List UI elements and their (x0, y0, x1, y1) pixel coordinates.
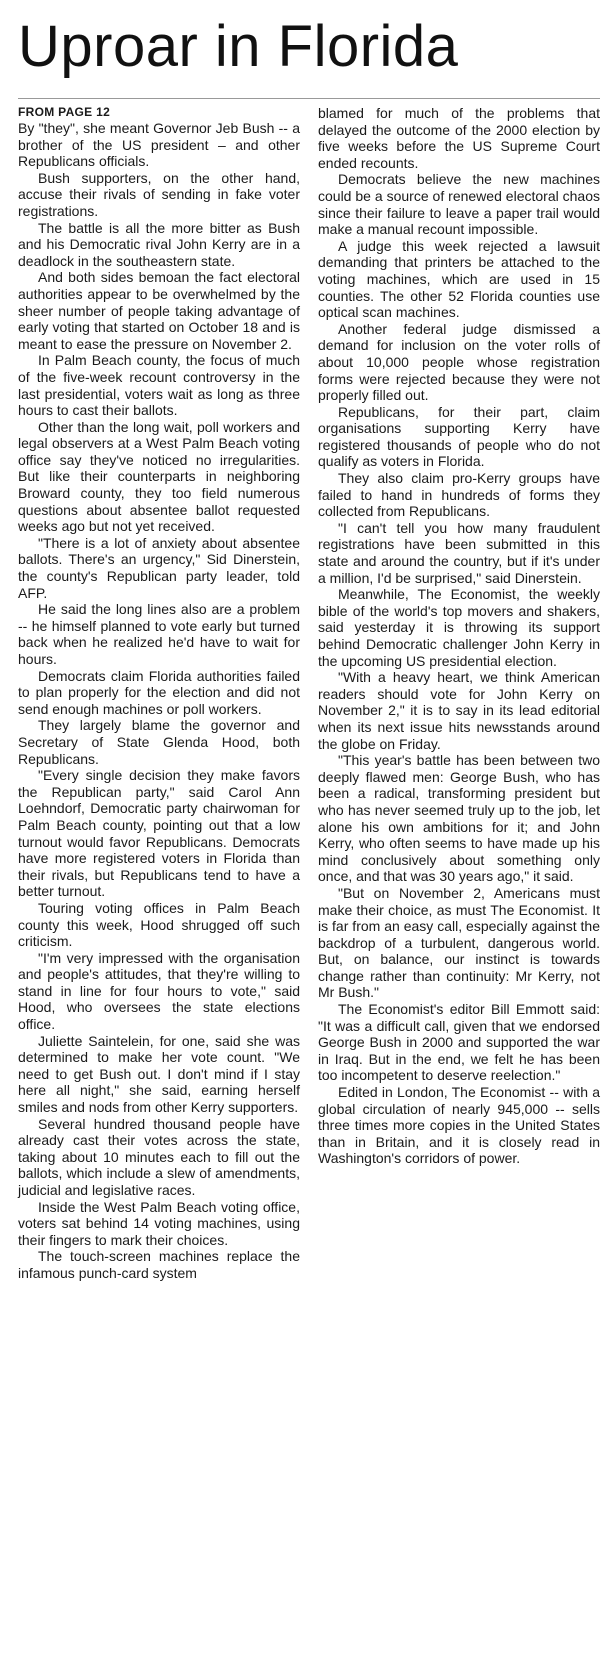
paragraph: And both sides bemoan the fact electoral authorities appear to be overwhelmed by the sheer number of people taking advantage of early voting that started on October 18 and is meant to ease the pressure on November 2. (18, 269, 300, 352)
paragraph: Another federal judge dismissed a demand for inclusion on the voter rolls of about 10,000 people whose registration forms were rejected because they were not properly filled out. (318, 320, 600, 404)
kicker: FROM PAGE 12 (18, 105, 111, 119)
paragraph: "There is a lot of anxiety about absentee ballots. There's an urgency," Sid Dinerstein, the county's Republican party leader, told AFP. (18, 534, 300, 601)
paragraph: In Palm Beach county, the focus of much of the five-week recount controversy in the last presidential, voters wait as long as three hours to cast their ballots. (18, 352, 300, 419)
paragraph: blamed for much of the problems that delayed the outcome of the 2000 election by five weeks before the US Supreme Court ended recounts. (318, 105, 600, 171)
paragraph: Other than the long wait, poll workers and legal observers at a West Palm Beach voting office say they've noticed no irregularities. But like their counterparts in neighboring Broward county, they too field numerous questions about absentee ballot requested weeks ago but not yet received. (18, 418, 300, 535)
paragraph: By "they", she meant Governor Jeb Bush -- a brother of the US president – and other Republicans officials. (18, 120, 300, 170)
paragraph: "I'm very impressed with the organisation and people's attitudes, that they're willing to stand in line for four hours to vote," said Hood, who oversees the state elections office. (18, 949, 300, 1033)
paragraph: "With a heavy heart, we think American readers should vote for John Kerry on November 2," it is to say in its lead editorial when its next issue hits newsstands around the globe on Friday. (318, 669, 600, 752)
paragraph: Democrats claim Florida authorities failed to plan properly for the election and did not send enough machines or poll workers. (18, 667, 300, 717)
paragraph: Republicans, for their part, claim organisations supporting Kerry have registered thousands of people who do not qualify as voters in Florida. (318, 403, 600, 470)
paragraph: "Every single decision they make favors the Republican party," said Carol Ann Loehndorf, Democratic party chairwoman for Palm Beach county, pointing out that a low turnout would favor Republicans. Democrats have more registered voters in Florida than their rivals, but Republicans tend to have a better turnout. (18, 767, 300, 900)
paragraph: He said the long lines also are a problem -- he himself planned to vote early but turned back when he realized he'd have to wait for hours. (18, 601, 300, 667)
paragraph: "But on November 2, Americans must make their choice, as must The Economist. It is far from an easy call, especially against the backdrop of a turbulent, dangerous world. But, on balance, our instinct is towards change rather than continuity: Mr Kerry, not Mr Bush." (318, 884, 600, 1001)
left-column (18, 105, 300, 1282)
paragraph: The battle is all the more bitter as Bush and his Democratic rival John Kerry are in a deadlock in the southeastern state. (18, 219, 300, 269)
paragraph: "This year's battle has been between two deeply flawed men: George Bush, who has been a radical, transforming president but who has never seemed truly up to the job, let alone his own ambitions for it; and John Kerry, who often seems to have made up his mind conclusively about something only once, and that was 30 years ago," it said. (318, 752, 600, 885)
paragraph: Edited in London, The Economist -- with a global circulation of nearly 945,000 -- sells three times more copies in the United States than in Britain, and it is closely read in Washington's corridors of power. (318, 1084, 600, 1167)
paragraph: Democrats believe the new machines could be a source of renewed electoral chaos since their failure to leave a paper trail would make a manual recount impossible. (318, 171, 600, 238)
paragraph: Bush supporters, on the other hand, accuse their rivals of sending in fake voter registrations. (18, 169, 300, 219)
paragraph: The Economist's editor Bill Emmott said: "It was a difficult call, given that we endorsed George Bush in 2000 and supported the war in Iraq. But in the end, we felt he has been too incompetent to deserve reelection." (318, 1001, 600, 1084)
paragraph: The touch-screen machines replace the infamous punch-card system (18, 1248, 300, 1281)
paragraph: Touring voting offices in Palm Beach county this week, Hood shrugged off such criticism. (18, 899, 300, 950)
paragraph: Meanwhile, The Economist, the weekly bible of the world's top movers and shakers, said yesterday it is throwing its support behind Democratic challenger John Kerry in the upcoming US presidential election. (318, 586, 600, 669)
paragraph: "I can't tell you how many fraudulent registrations have been submitted in this state and around the country, but if it's under a million, I'd be surprised," said Dinerstein. (318, 519, 600, 586)
article-body (18, 105, 600, 1282)
headline: Uproar in Florida (18, 14, 459, 79)
paragraph: Several hundred thousand people have already cast their votes across the state, taking about 10 minutes each to fill out the ballots, which include a slew of amendments, judicial and legislative races. (18, 1115, 300, 1198)
paragraph: Inside the West Palm Beach voting office, voters sat behind 14 voting machines, using their fingers to mark their choices. (18, 1198, 300, 1248)
headline-rule (18, 98, 600, 99)
paragraph: A judge this week rejected a lawsuit demanding that printers be attached to the voting machines, which are used in 15 counties. The other 52 Florida counties use optical scan machines. (318, 237, 600, 321)
paragraph: They largely blame the governor and Secretary of State Glenda Hood, both Republicans. (18, 717, 300, 767)
paragraph: They also claim pro-Kerry groups have failed to hand in hundreds of forms they collected from Republicans. (318, 470, 600, 520)
paragraph: Juliette Saintelein, for one, said she was determined to make her vote count. "We need to get Bush out. I don't mind if I stay here all night," she said, earning herself smiles and nods from other Kerry supporters. (18, 1032, 300, 1116)
right-column (318, 105, 600, 1282)
